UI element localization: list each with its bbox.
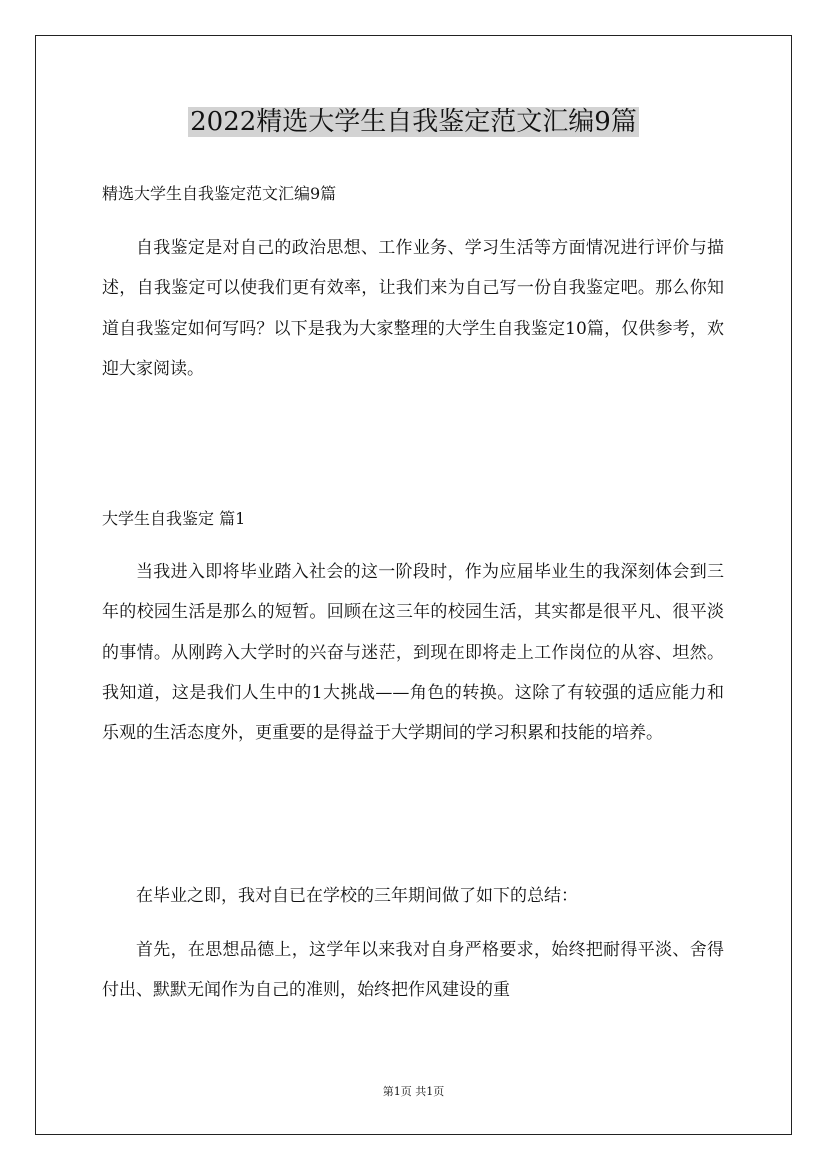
document-title-text: 2022精选大学生自我鉴定范文汇编9篇 — [190, 107, 637, 137]
intro-paragraph: 自我鉴定是对自己的政治思想、工作业务、学习生活等方面情况进行评价与描述，自我鉴定可以使我们更有效率，让我们来为自己写一份自我鉴定吧。那么你知道自我鉴定如何写吗？以下是我为大家整理的大学生自我鉴定10篇，仅供参考，欢迎大家阅读。 — [102, 238, 724, 379]
body-paragraph-1: 当我进入即将毕业踏入社会的这一阶段时，作为应届毕业生的我深刻体会到三年的校园生活是那么的短暂。回顾在这三年的校园生活，其实都是很平凡、很平淡的事情。从刚跨入大学时的兴奋与迷茫，到现在即将走上工作岗位的从容、坦然。我知道，这是我们人生中的1大挑战——角色的转换。这除了有较强的适应能力和乐观的生活态度外，更重要的是得益于大学期间的学习积累和技能的培养。 — [102, 562, 724, 744]
body-paragraph-2: 在毕业之即，我对自已在学校的三年期间做了如下的总结： — [136, 886, 578, 906]
document-subtitle: 精选大学生自我鉴定范文汇编9篇 — [102, 184, 337, 203]
body-paragraph-3: 首先，在思想品德上，这学年以来我对自身严格要求，始终把耐得平淡、舍得付出、默默无闻作为自己的准则，始终把作风建设的重 — [102, 940, 724, 1001]
page-footer: 第1页 共1页 — [382, 1085, 445, 1098]
document-title — [0, 102, 827, 142]
section-heading: 大学生自我鉴定 篇1 — [102, 509, 246, 528]
